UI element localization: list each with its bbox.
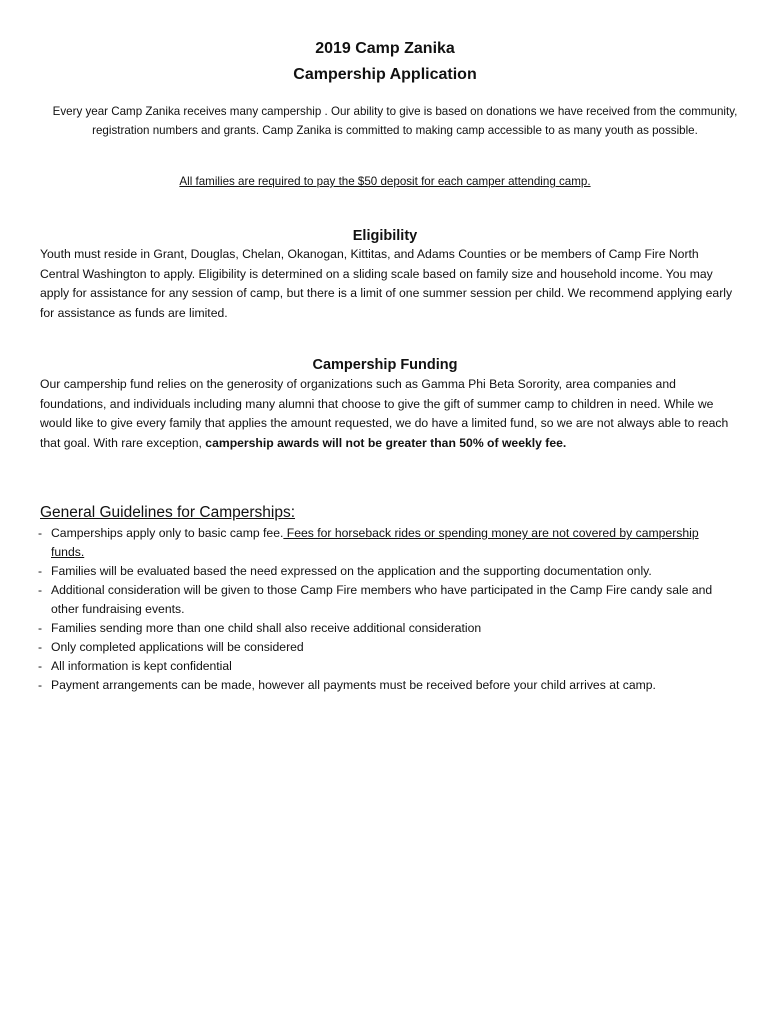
guideline-text: Additional consideration will be given to those Camp Fire members who have participated in the Camp Fire candy sale and other fundraising events.	[51, 583, 713, 616]
guideline-underlined-text: Fees for horseback rides or spending money are not covered by campership funds.	[51, 526, 699, 559]
list-item	[38, 638, 728, 657]
list-dash: -	[38, 678, 43, 692]
list-item	[38, 581, 728, 619]
list-item	[38, 619, 728, 638]
funding-heading: Campership Funding	[312, 357, 458, 373]
list-dash: -	[38, 640, 43, 654]
guideline-text: Only completed applications will be considered	[51, 640, 304, 654]
guidelines-heading: General Guidelines for Camperships:	[40, 504, 296, 521]
list-item	[38, 524, 728, 562]
funding-bold-text: campership awards will not be greater than 50% of weekly fee.	[205, 435, 567, 450]
list-dash: -	[38, 583, 43, 597]
list-item	[38, 562, 728, 581]
document-title: 2019 Camp Zanika	[315, 40, 455, 57]
list-dash: -	[38, 659, 43, 673]
list-dash: -	[38, 526, 43, 540]
eligibility-heading: Eligibility	[352, 228, 418, 244]
guideline-text: Families will be evaluated based the need expressed on the application and the supporting documentation only.	[51, 564, 652, 578]
funding-paragraph	[40, 375, 736, 453]
guideline-text: Payment arrangements can be made, however all payments must be received before your child arrives at camp.	[51, 678, 656, 692]
deposit-notice-text: All families are required to pay the $50 deposit for each camper attending camp.	[179, 175, 591, 188]
list-dash: -	[38, 564, 43, 578]
guideline-text: Families sending more than one child shall also receive additional consideration	[51, 621, 482, 635]
intro-paragraph: Every year Camp Zanika receives many campership . Our ability to give is based on donations we have received from the community, registration numbers and grants. Camp Zanika is committed to making camp accessible to as many youth as possible.	[52, 105, 738, 137]
list-dash: -	[38, 621, 43, 635]
guideline-text: All information is kept confidential	[51, 659, 232, 673]
eligibility-paragraph: Youth must reside in Grant, Douglas, Chelan, Okanogan, Kittitas, and Adams Counties or be members of Camp Fire North Central Washington to apply. Eligibility is determined on a sliding scale based on family size and household income. You may apply for assistance for any session of camp, but there is a limit of one summer session per child. We recommend applying early for assistance as funds are limited.	[40, 247, 733, 320]
list-item	[38, 676, 728, 695]
list-item	[38, 657, 728, 676]
deposit-notice	[0, 173, 770, 191]
guideline-text: Camperships apply only to basic camp fee.	[51, 526, 284, 540]
funding-body-text: Our campership fund relies on the generosity of organizations such as Gamma Phi Beta Sorority, area companies and foundations, and individuals including many alumni that choose to give the gift of summer camp to children in need. While we would like to give every family that applies the amount requested, we do have a limited fund, so we are not always able to reach that goal. With rare exception,	[40, 377, 729, 450]
document-subtitle: Campership Application	[293, 66, 477, 83]
guidelines-list	[38, 524, 728, 695]
